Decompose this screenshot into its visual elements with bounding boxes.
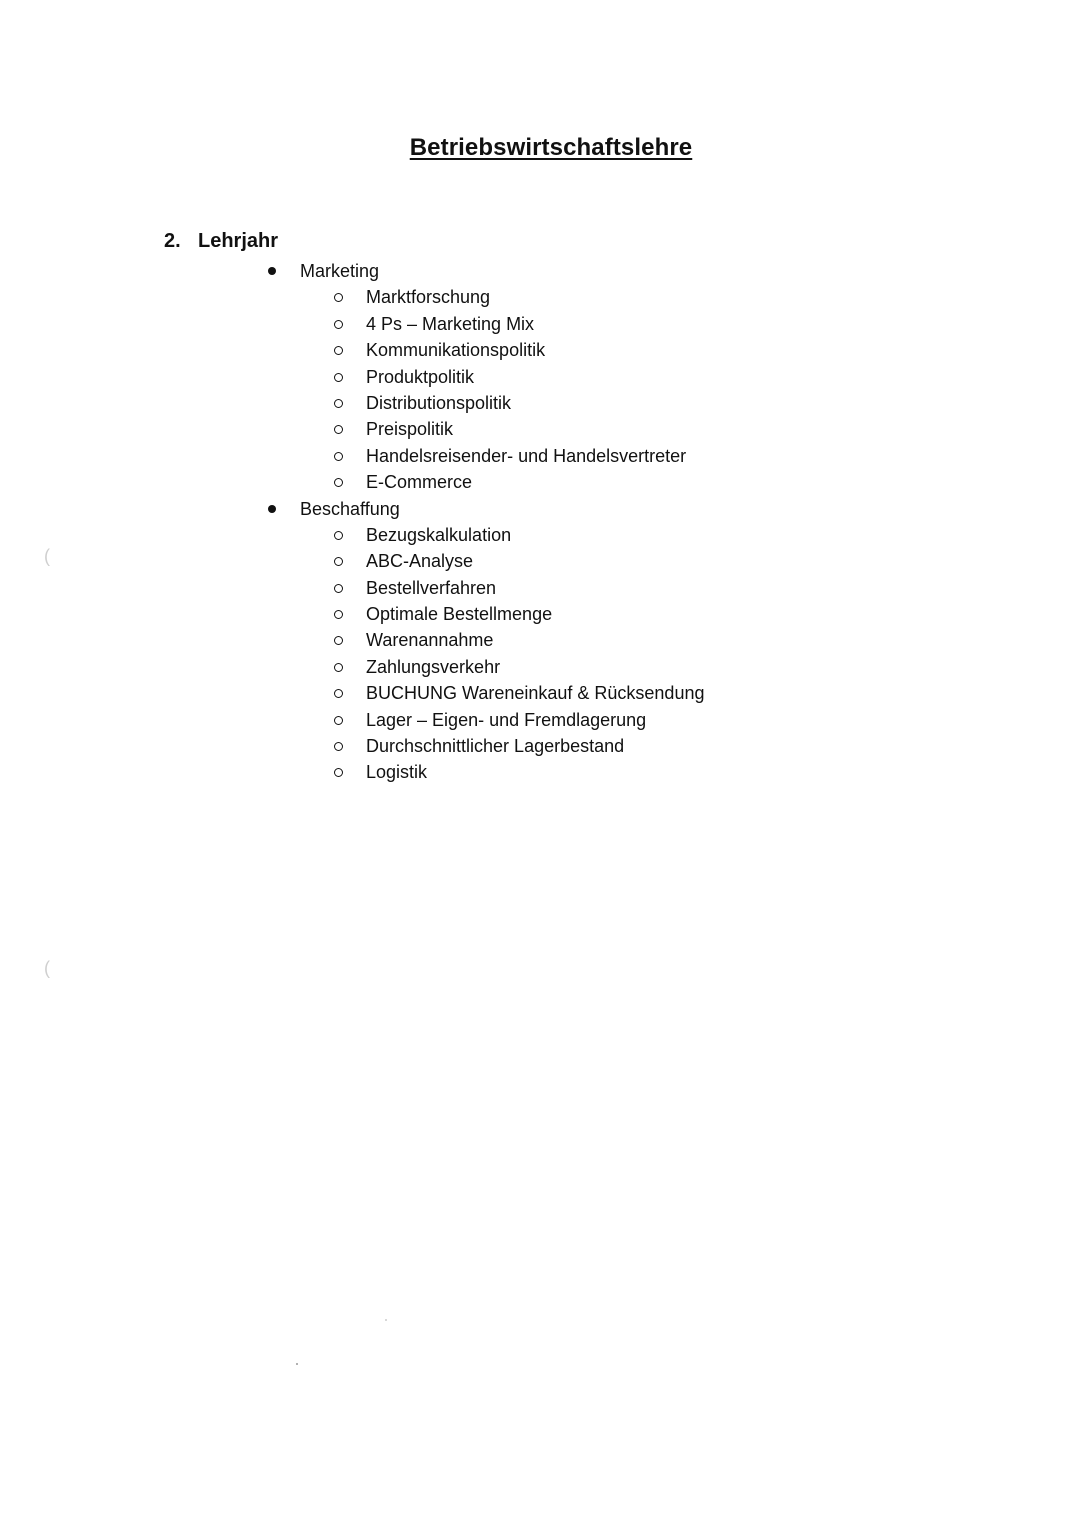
subtopic-label: Distributionspolitik xyxy=(366,392,512,413)
hollow-bullet-icon xyxy=(334,399,343,408)
hollow-bullet-icon xyxy=(334,557,343,566)
filled-bullet-icon xyxy=(268,505,276,513)
section-number: 2. xyxy=(164,230,181,252)
subtopic-item xyxy=(0,654,1080,680)
subtopic-item xyxy=(0,337,1080,363)
subtopic-item xyxy=(0,416,1080,442)
subtopic-label: Kommunikationspolitik xyxy=(366,340,546,361)
subtopic-item xyxy=(0,469,1080,495)
subtopic-label: Zahlungsverkehr xyxy=(366,656,501,677)
topic-label: Marketing xyxy=(300,261,380,281)
subtopic-label: Durchschnittlicher Lagerbestand xyxy=(366,736,625,757)
subtopic-item xyxy=(0,707,1080,733)
filled-bullet-icon xyxy=(268,267,276,275)
topic-label: Beschaffung xyxy=(300,498,400,519)
subtopic-label: Produktpolitik xyxy=(366,366,475,387)
section-heading xyxy=(164,230,278,253)
hollow-bullet-icon xyxy=(334,293,343,302)
subtopic-label: E-Commerce xyxy=(366,472,473,493)
scan-speck xyxy=(296,1363,298,1365)
subtopic-item xyxy=(0,759,1080,785)
hollow-bullet-icon xyxy=(334,531,343,540)
subtopic-label: Logistik xyxy=(366,762,428,783)
hollow-bullet-icon xyxy=(334,768,343,777)
subtopic-label: Lager – Eigen- und Fremdlagerung xyxy=(366,709,647,730)
hollow-bullet-icon xyxy=(334,320,343,329)
hollow-bullet-icon xyxy=(334,716,343,725)
hollow-bullet-icon xyxy=(334,452,343,461)
hollow-bullet-icon xyxy=(334,610,343,619)
scan-mark: ( xyxy=(44,546,50,566)
subtopic-item xyxy=(0,627,1080,653)
section-title: Lehrjahr xyxy=(198,230,279,252)
topic-item xyxy=(0,258,1080,284)
hollow-bullet-icon xyxy=(334,346,343,355)
topic-group xyxy=(0,258,1080,496)
subtopic-item xyxy=(0,364,1080,390)
hollow-bullet-icon xyxy=(334,742,343,751)
subtopic-item xyxy=(0,311,1080,337)
subtopic-item xyxy=(0,284,1080,310)
hollow-bullet-icon xyxy=(334,425,343,434)
hollow-bullet-icon xyxy=(334,478,343,487)
hollow-bullet-icon xyxy=(334,663,343,672)
subtopic-item xyxy=(0,443,1080,469)
hollow-bullet-icon xyxy=(334,636,343,645)
subtopic-item xyxy=(0,575,1080,601)
topic-group xyxy=(0,496,1080,786)
subtopic-label: Warenannahme xyxy=(366,630,494,651)
subtopic-label: Optimale Bestellmenge xyxy=(366,604,553,625)
topic-outline xyxy=(0,258,1080,786)
subtopic-item xyxy=(0,601,1080,627)
subtopic-item xyxy=(0,733,1080,759)
subtopic-item xyxy=(0,522,1080,548)
subtopic-label: Bezugskalkulation xyxy=(366,524,512,545)
scan-speck xyxy=(385,1319,387,1321)
subtopic-label: Bestellverfahren xyxy=(366,577,497,598)
subtopic-label: Preispolitik xyxy=(366,419,454,440)
subtopic-item xyxy=(0,390,1080,416)
subtopic-label: ABC-Analyse xyxy=(366,551,474,572)
hollow-bullet-icon xyxy=(334,373,343,382)
hollow-bullet-icon xyxy=(334,584,343,593)
document-title: Betriebswirtschaftslehre xyxy=(409,134,693,161)
subtopic-label: Handelsreisender- und Handelsvertreter xyxy=(366,445,687,466)
subtopic-label: 4 Ps – Marketing Mix xyxy=(366,313,535,334)
topic-item xyxy=(0,496,1080,522)
subtopic-item xyxy=(0,680,1080,706)
scan-mark: ( xyxy=(44,958,50,978)
subtopic-item xyxy=(0,548,1080,574)
subtopic-label: Marktforschung xyxy=(366,287,491,308)
subtopic-label: BUCHUNG Wareneinkauf & Rücksendung xyxy=(366,683,705,704)
hollow-bullet-icon xyxy=(334,689,343,698)
